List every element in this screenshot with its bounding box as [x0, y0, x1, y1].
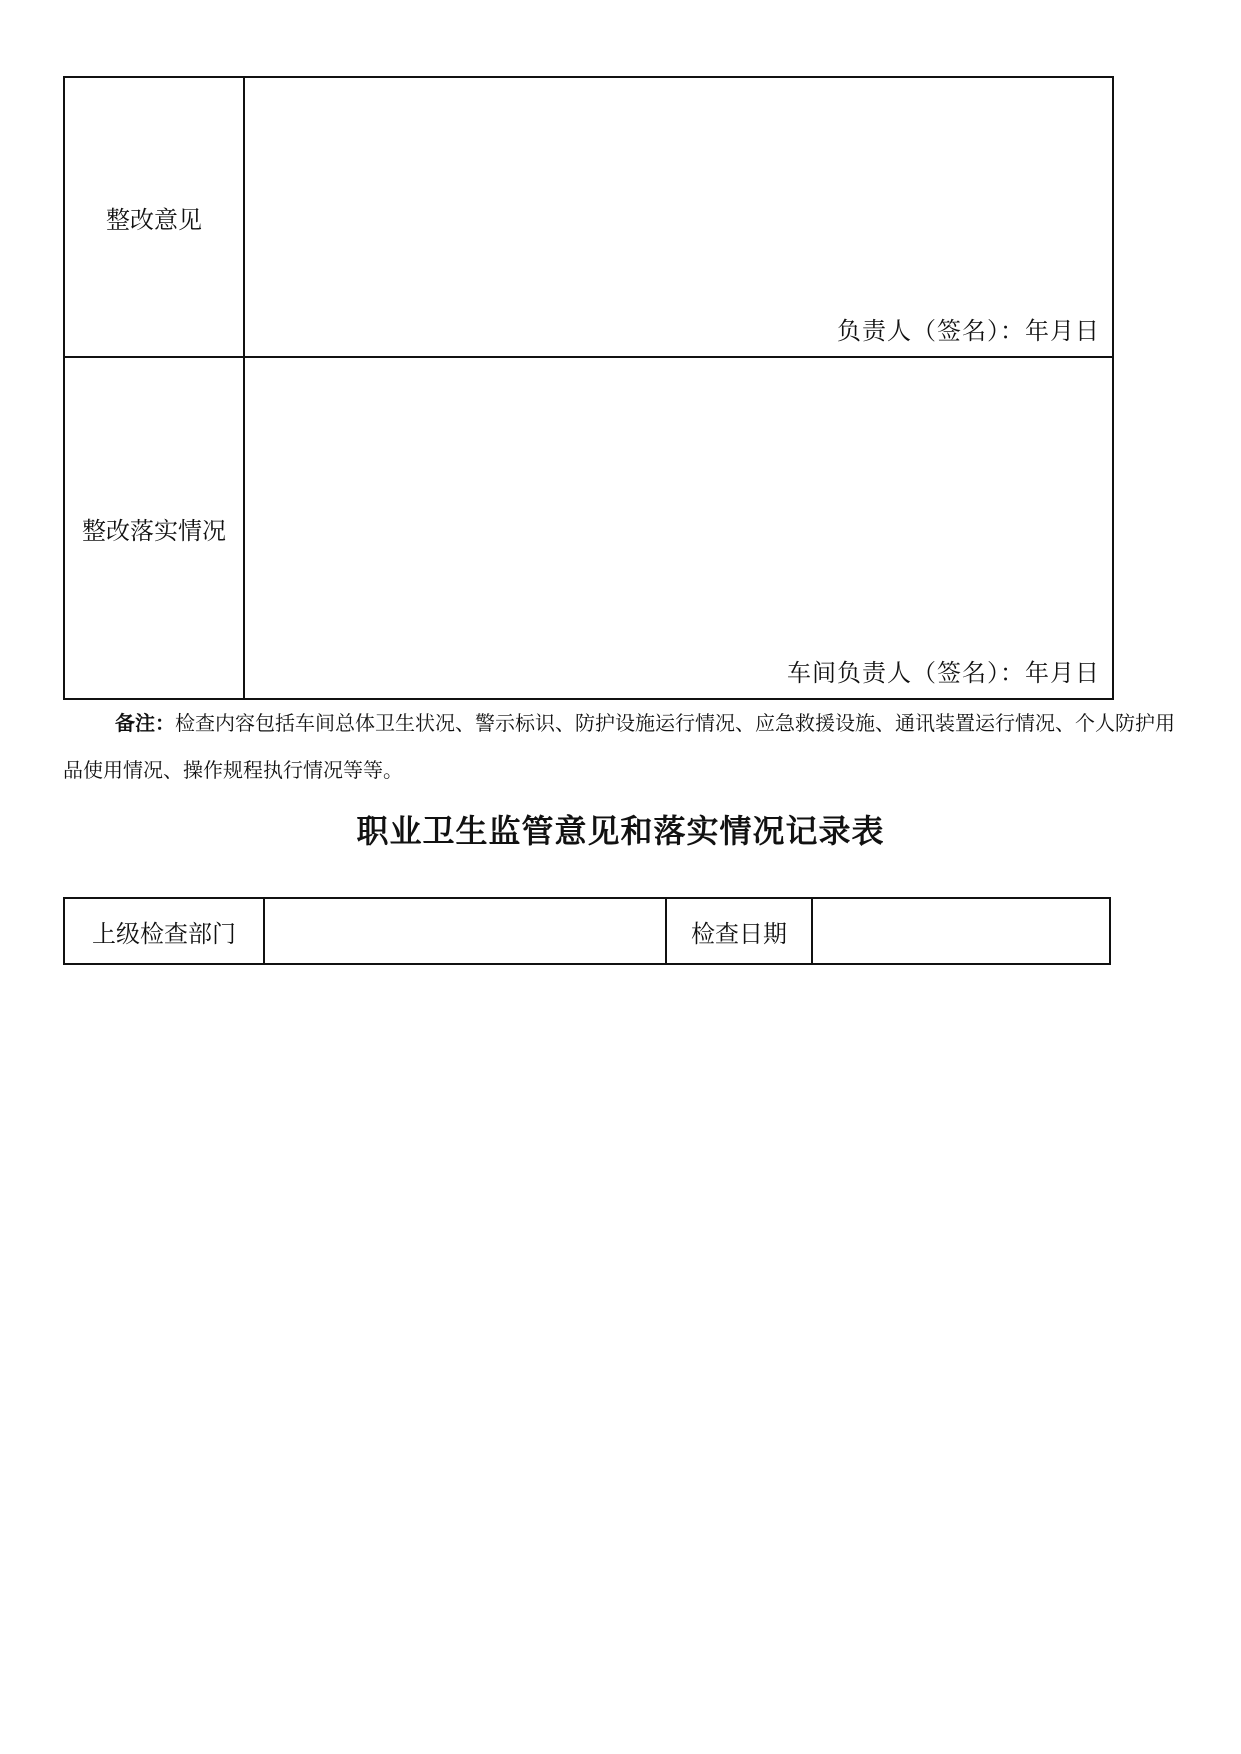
inspection-info-table — [63, 897, 1111, 965]
workshop-head-signature-line: 车间负责人（签名）：年月日 — [787, 659, 1100, 687]
rectification-opinion-field[interactable] — [244, 77, 1113, 357]
note-text: 检查内容包括车间总体卫生状况、警示标识、防护设施运行情况、应急救援设施、通讯装置运行情况、个人防护用品使用情况、操作规程执行情况等等。 — [63, 711, 1175, 782]
rectification-implementation-label: 整改落实情况 — [64, 357, 244, 699]
inspection-date-label: 检查日期 — [666, 898, 812, 964]
note-label: 备注： — [115, 711, 175, 735]
responsible-person-signature-line: 负责人（签名）：年月日 — [837, 317, 1100, 345]
department-label: 上级检查部门 — [64, 898, 264, 964]
rectification-table — [63, 76, 1114, 700]
table-row — [64, 898, 1110, 964]
table-row-rectification-implementation — [64, 357, 1113, 699]
rectification-implementation-field[interactable] — [244, 357, 1113, 699]
note-paragraph — [63, 700, 1183, 794]
rectification-opinion-label: 整改意见 — [64, 77, 244, 357]
page-title: 职业卫生监管意见和落实情况记录表 — [356, 812, 885, 850]
department-field[interactable] — [264, 898, 666, 964]
inspection-date-field[interactable] — [812, 898, 1110, 964]
table-row-rectification-opinion — [64, 77, 1113, 357]
